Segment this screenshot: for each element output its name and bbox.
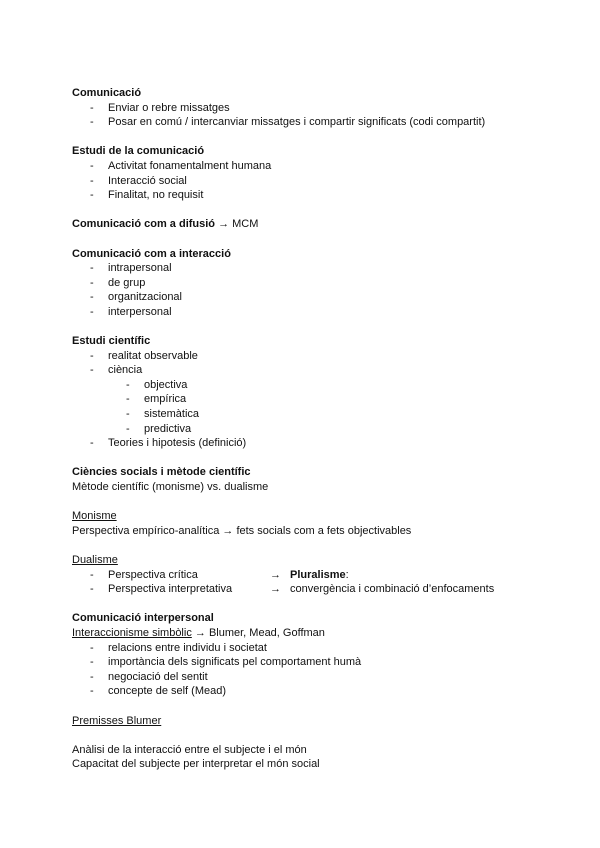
list-item: - Interacció social xyxy=(90,174,187,187)
list-item: - Posar en comú / intercanviar missatges i compartir significats (codi compartit) xyxy=(90,116,486,129)
sublist-item: - predictiva xyxy=(126,422,192,435)
list-item: - importància dels significats pel comportament humà xyxy=(90,656,362,669)
sublist-item: - empírica xyxy=(126,393,187,406)
heading-difusio: Comunicació com a difusió → MCM xyxy=(72,218,259,231)
paragraph-line: Anàlisi de la interacció entre el subjecte i el món xyxy=(72,743,307,756)
sublist-item: - objectiva xyxy=(126,378,188,391)
paragraph-line: Capacitat del subjecte per interpretar el món social xyxy=(72,758,320,771)
sublist-item: - sistemàtica xyxy=(126,408,200,421)
list-item: - negociació del sentit xyxy=(90,670,208,683)
list-item: - Perspectiva interpretativa → convergència i combinació d’enfocaments xyxy=(90,583,495,596)
arrow: → xyxy=(270,583,281,596)
paragraph-line: Mètode científic (monisme) vs. dualisme xyxy=(72,481,269,494)
heading-monisme: Monisme xyxy=(72,510,117,523)
list-item: - Finalitat, no requisit xyxy=(90,189,204,202)
list-item: - Activitat fonamentalment humana xyxy=(90,159,272,172)
heading-premisses: Premisses Blumer xyxy=(72,714,162,727)
arrow: → xyxy=(270,568,281,581)
list-item: - concepte de self (Mead) xyxy=(90,685,227,698)
paragraph-line: Interaccionisme simbòlic → Blumer, Mead, Goffman xyxy=(72,626,325,639)
list-item: - ciència xyxy=(90,364,143,377)
list-item: - relacions entre individu i societat xyxy=(90,641,267,654)
list-item: - realitat observable xyxy=(90,349,198,362)
heading-estudi-cientific: Estudi científic xyxy=(72,335,151,348)
list-item: - Enviar o rebre missatges xyxy=(90,101,230,114)
list-item: - Teories i hipotesis (definició) xyxy=(90,437,247,450)
heading-comunicacio: Comunicació xyxy=(72,87,142,99)
list-item: - Perspectiva crítica → Pluralisme: xyxy=(90,568,349,581)
heading-ciencies-socials: Ciències socials i mètode científic xyxy=(72,466,251,479)
heading-interaccio: Comunicació com a interacció xyxy=(72,247,231,260)
list-item: - organitzacional xyxy=(90,291,182,304)
heading-estudi-comunicacio: Estudi de la comunicació xyxy=(72,145,205,158)
list-item: - de grup xyxy=(90,276,146,289)
paragraph-line: Perspectiva empírico-analítica → fets socials com a fets objectivables xyxy=(72,524,412,537)
list-item: - intrapersonal xyxy=(90,262,172,275)
document-page xyxy=(72,86,542,772)
heading-dualisme: Dualisme xyxy=(72,554,118,566)
list-item: - interpersonal xyxy=(90,305,172,318)
heading-interpersonal: Comunicació interpersonal xyxy=(72,612,214,625)
